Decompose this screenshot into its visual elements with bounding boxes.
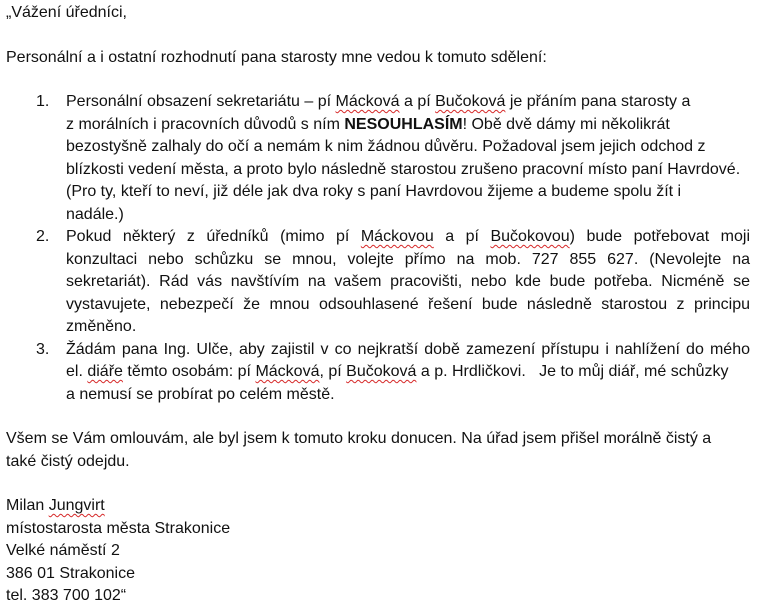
- text-line: z morálních i pracovních důvodů s ním NESOUHLASÍM! Obě dvě dámy mi několikrát: [66, 115, 670, 133]
- text-line: Pokud některý z úředníků (mimo pí Máckovou a pí Bučokovou) bude potřebovat moji: [66, 228, 750, 245]
- list-number: 3.: [36, 340, 50, 358]
- text-line: el. diáře těmto osobám: pí Mácková, pí Bučoková a p. Hrdličkovi. Je to můj diář, mé schůzky: [66, 363, 729, 380]
- signature-block: [6, 495, 762, 608]
- text-line: změněno.: [66, 318, 137, 335]
- address-city: 386 01 Strakonice: [6, 564, 135, 582]
- intro-paragraph: Personální a i ostatní rozhodnutí pana starosty mne vedou k tomuto sdělení:: [6, 48, 547, 66]
- list-number: 2.: [36, 228, 50, 245]
- text-line: Žádám pana Ing. Ulče, aby zajistil v co nejkratší době zamezení přístupu i nahlížení do mého: [66, 340, 750, 358]
- misspelled-word: Mácková: [335, 93, 400, 110]
- misspelled-word: Mácková: [255, 363, 320, 380]
- greeting: „Vážení úředníci,: [6, 4, 127, 21]
- text-line: (Pro ty, kteří to neví, již déle jak dva roky s paní Havrdovou žijeme a budeme spolu žít i: [66, 183, 682, 200]
- misspelled-word: Bučoková: [435, 93, 506, 110]
- signer-title: místostarosta města Strakonice: [6, 519, 231, 537]
- text-line: blízkosti vedení města, a proto bylo následně starostou zrušeno pracovní místo paní Havrdové.: [66, 160, 741, 178]
- address-street: Velké náměstí 2: [6, 542, 120, 559]
- signer-name: Milan Jungvirt: [6, 497, 105, 514]
- numbered-list: [6, 91, 762, 406]
- list-item-2: [6, 226, 762, 339]
- misspelled-word: Bučokovou: [490, 228, 570, 245]
- text-line: konzultaci nebo schůzku se mnou, volejte přímo na mob. 727 855 627. (Nevolejte na: [66, 250, 750, 268]
- phone-number: tel. 383 700 102“: [6, 587, 127, 604]
- text-line: Všem se Vám omlouvám, ale byl jsem k tomuto kroku donucen. Na úřad jsem přišel morálně čistý a: [6, 430, 712, 447]
- closing-paragraph: [6, 428, 762, 473]
- misspelled-word: Jungvirt: [48, 497, 105, 514]
- letter-document: [6, 0, 762, 608]
- emphasis-text: NESOUHLASÍM: [344, 115, 463, 133]
- list-number: 1.: [36, 93, 50, 110]
- misspelled-word: Bučoková: [346, 363, 417, 380]
- list-item-1: [6, 91, 762, 226]
- text-line: vystavujete, nebezpečí že mnou odsouhlasené řešení bude následně starostou z principu: [66, 295, 750, 313]
- misspelled-word: diáře: [87, 363, 123, 380]
- text-line: sekretariát). Rád vás navštívím na vašem pracovišti, nebo kde bude potřeba. Nicméně se: [66, 273, 750, 290]
- text-line: a nemusí se probírat po celém městě.: [66, 385, 335, 403]
- text-line: nadále.): [66, 205, 124, 223]
- text-line: bezostyšně zalhaly do očí a nemám k nim žádnou důvěru. Požadoval jsem jejich odchod z: [66, 138, 706, 155]
- list-item-3: [6, 339, 762, 407]
- misspelled-word: Máckovou: [360, 228, 434, 245]
- text-line: také čistý odejdu.: [6, 452, 130, 470]
- text-line: Personální obsazení sekretariátu – pí Mácková a pí Bučoková je přáním pana starosty a: [66, 93, 691, 110]
